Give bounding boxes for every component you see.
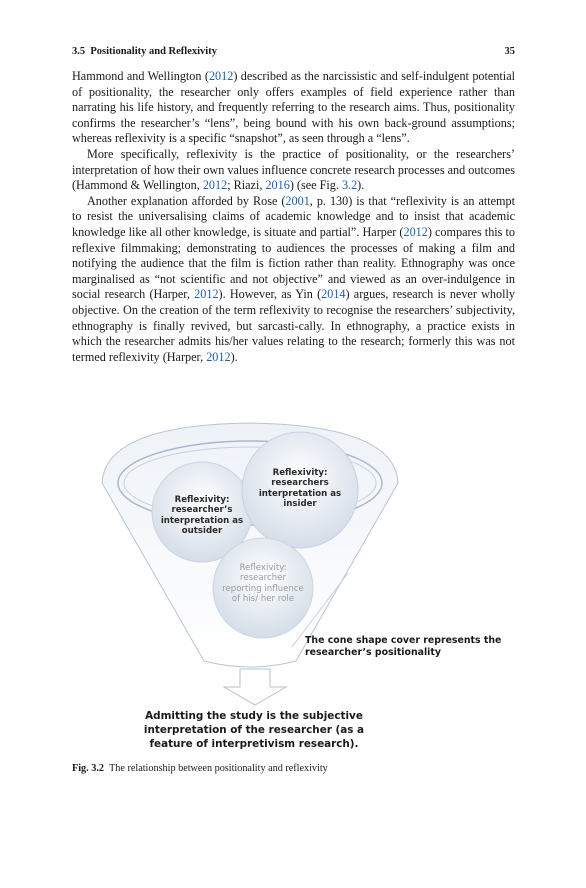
citation-link[interactable]: 2012	[202, 178, 228, 193]
text-run: ). However, as Yin (	[218, 287, 322, 302]
down-arrow-icon	[224, 669, 286, 705]
text-run: Another explanation afforded by Rose (	[87, 193, 286, 208]
citation-link[interactable]: 2001	[285, 193, 310, 208]
paragraph	[72, 194, 515, 366]
text-run: ).	[357, 178, 365, 193]
citation-link[interactable]: 2012	[208, 69, 234, 83]
figure-positionality-reflexivity	[100, 405, 502, 750]
text-run: ) argues, research is never wholly objective. On the creation of the term reflexivity to recognise the researchers’ subjectivity, ethnography is finally revived, but sarcasti-cally. In ethnography, a practice exists in which the researcher admits his/her values relating to the research; formerly this was not termed reflexivity (Harper,	[72, 287, 515, 364]
section-heading: 3.5 Positionality and Reflexivity	[72, 46, 217, 57]
text-run: Hammond and Wellington (	[72, 69, 209, 83]
text-run: ) (see Fig.	[289, 178, 342, 193]
label-insider: Reflexivity: researchers interpretation as insider	[258, 468, 342, 510]
label-reporting: Reflexivity: researcher reporting influence of his/ her role	[222, 563, 304, 605]
conclusion-text: Admitting the study is the subjective interpretation of the researcher (as a feature of interpretivism research).	[143, 710, 365, 750]
citation-link[interactable]: 2012	[403, 224, 428, 239]
paragraph	[72, 147, 515, 194]
figure-caption: Fig. 3.2 The relationship between positionality and reflexivity	[72, 763, 328, 774]
body-text	[72, 69, 515, 365]
text-run: ).	[230, 349, 238, 364]
label-outsider: Reflexivity: researcher’s interpretation as outsider	[160, 495, 244, 537]
text-run: ; Riazi,	[227, 178, 266, 193]
citation-link[interactable]: 2012	[194, 287, 219, 302]
cone-note: The cone shape cover represents the researcher’s positionality	[305, 635, 502, 658]
text-run: ) compares this to reflexive filmmaking; demonstrating to audiences the processes of making a film and notifying the audience that the film is fiction rather than reality. Ethnography was once marginalised as “not scientific and not objective” and viewed as an over-indulgence in social research (Harper,	[72, 224, 515, 302]
citation-link[interactable]: 2012	[206, 349, 231, 364]
text-run: ) described as the narcissistic and self-indulgent potential of positionality, the researcher only offers examples of field experience rather than narrating his life history, and frequently referring to the research aims. Thus, positionality confirms the researcher’s “lens”, being bound with his own back-ground assumptions; whereas reflexivity is a specific “snapshot”, as seen through a “lens”.	[72, 69, 515, 146]
paragraph	[72, 69, 515, 147]
text-run: More specifically, reflexivity is the practice of positionality, or the researchers’ interpretation of how their own values influence concrete research processes and outcomes (Hammond & Wellington,	[72, 146, 515, 193]
citation-link[interactable]: 2016	[265, 178, 290, 193]
citation-link[interactable]: 3.2	[341, 178, 358, 193]
citation-link[interactable]: 2014	[321, 287, 346, 302]
page-number: 35	[504, 46, 515, 57]
text-run: , p. 130) is that “reflexivity is an attempt to resist the universalising claims of academic knowledge and to insist that academic knowledge like all other knowledge, is situate and partial”. Harper (	[72, 193, 515, 239]
running-header	[72, 46, 515, 60]
